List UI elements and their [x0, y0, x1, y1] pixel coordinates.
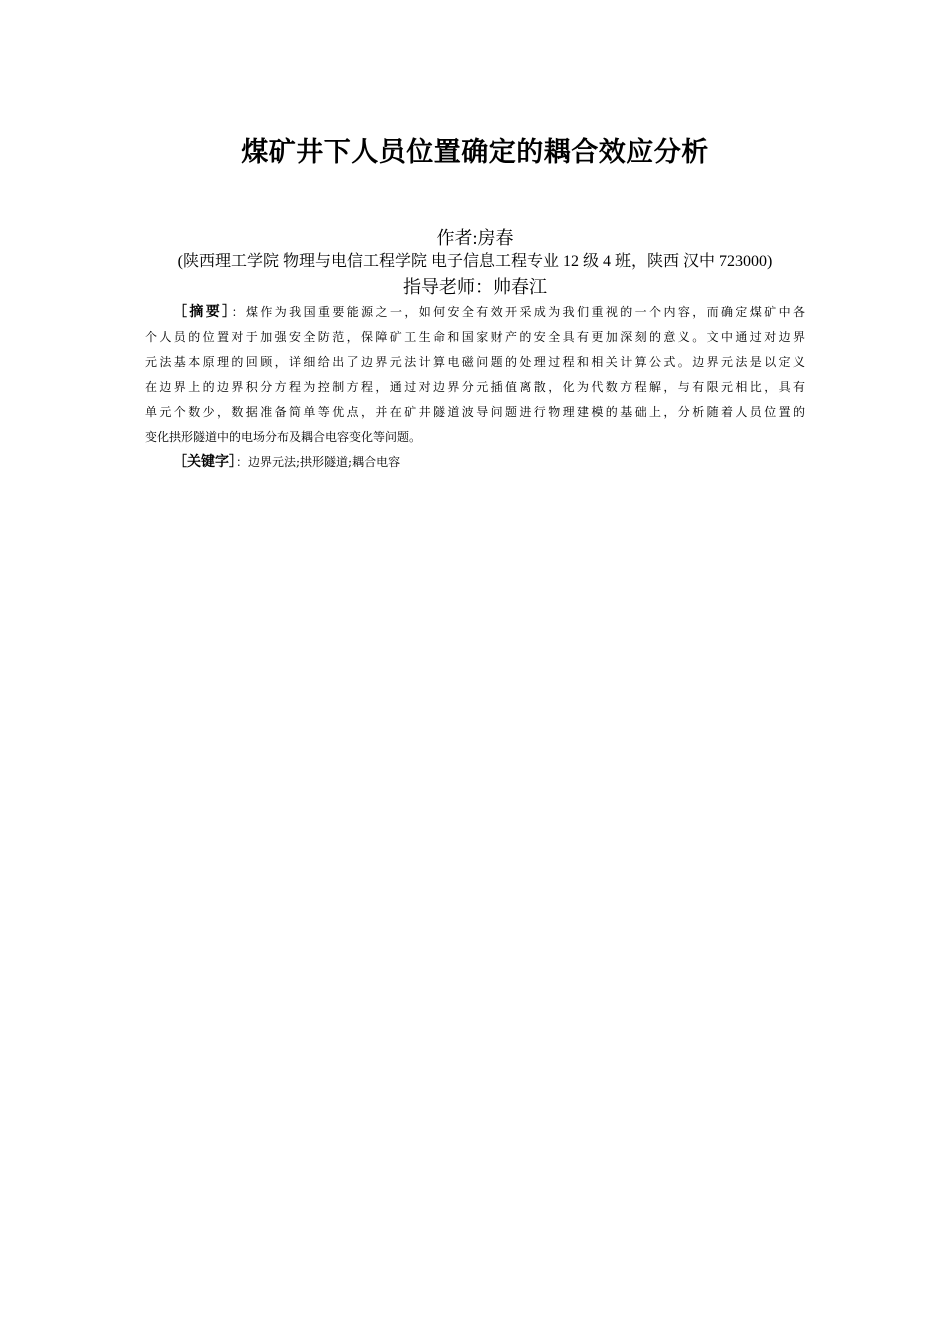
- keywords-line: [173, 450, 400, 474]
- abstract-line: 在边界上的边界积分方程为控制方程，通过对边界分元插值离散，化为代数方程解，与有限元相比，具有: [145, 380, 805, 394]
- abstract-block: [145, 300, 805, 450]
- abstract-line: 单元个数少，数据准备简单等优点，并在矿井隧道波导问题进行物理建模的基础上，分析随着人员位置的: [145, 405, 805, 419]
- abstract-line: 个人员的位置对于加强安全防范，保障矿工生命和国家财产的安全具有更加深刻的意义。文中通过对边界: [145, 330, 805, 344]
- author-line: 作者:房春: [436, 228, 514, 248]
- keywords-text: ：边界元法;拱形隧道;耦合电容: [236, 455, 401, 469]
- affiliation-line: (陕西理工学院 物理与电信工程学院 电子信息工程专业 12 级 4 班，陕西 汉中 723000): [177, 253, 773, 270]
- abstract-line: 元法基本原理的回顾，详细给出了边界元法计算电磁问题的处理过程和相关计算公式。边界元法是以定义: [145, 355, 805, 369]
- abstract-line: 变化拱形隧道中的电场分布及耦合电容变化等问题。: [145, 430, 422, 444]
- abstract-line: [145, 300, 805, 325]
- paper-title: 煤矿井下人员位置确定的耦合效应分析: [241, 137, 709, 168]
- abstract-label: ［摘要］: [173, 304, 232, 320]
- keywords-label: ［关键字］: [173, 454, 236, 470]
- advisor-line: 指导老师：帅春江: [403, 277, 547, 297]
- abstract-text: ：煤作为我国重要能源之一，如何安全有效开采成为我们重视的一个内容，而确定煤矿中各: [231, 305, 806, 319]
